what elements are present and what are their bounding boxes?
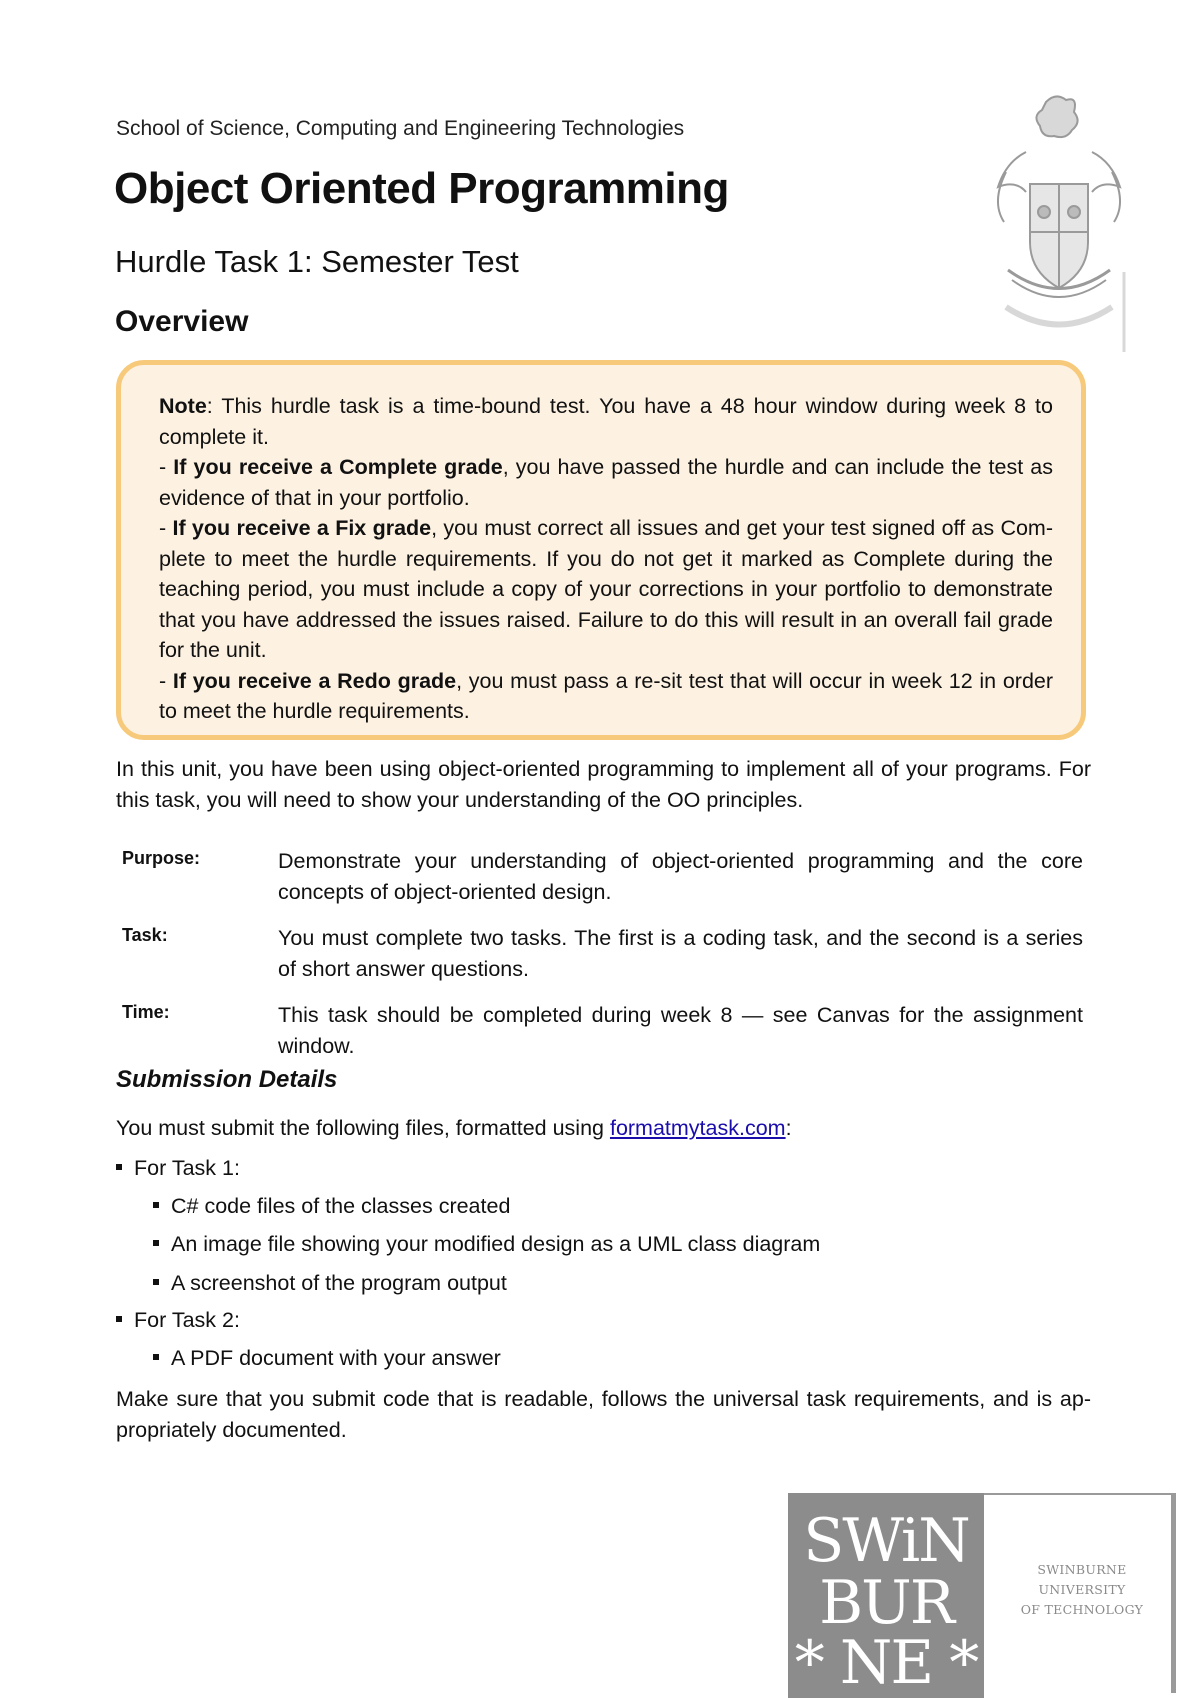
intro-paragraph: In this unit, you have been using object-oriented programming to implement all of your programs. For this task, you will need to show your understanding of the OO principles. [116, 757, 1091, 812]
meta-value: This task should be completed during week 8 — see Canvas for the assignment window. [278, 1003, 1083, 1058]
list-item [153, 1194, 510, 1219]
note-paragraph-fix [159, 513, 1053, 666]
list-item-task1 [116, 1156, 240, 1181]
note-label: Note [159, 394, 207, 418]
overview-heading: Overview [115, 305, 249, 338]
list-item [153, 1346, 501, 1371]
bullet-square-icon [153, 1202, 159, 1208]
bullet-square-icon [153, 1279, 159, 1285]
meta-value: Demonstrate your understanding of object-oriented programming and the core concepts of object-oriented design. [278, 849, 1083, 904]
meta-label: Task: [122, 925, 168, 945]
bullet-dash: - [159, 455, 174, 479]
list-item-label: A PDF document with your answer [171, 1346, 501, 1370]
meta-label: Purpose: [122, 848, 201, 868]
list-item-task2 [116, 1308, 240, 1333]
note-intro-text: : This hurdle task is a time-bound test. You have a 48 hour window during week 8 to complete it. [159, 394, 1053, 449]
note-fix-text: , you must correct all issues and get your test signed off as Com-plete to meet the hurdle requirements. If you do not get it marked as Complete during the teaching period, you must include a copy of your corrections in your portfolio to demonstrate that you have addressed the issues raised. Failure to do this will result in an overall fail grade for the unit. [159, 516, 1053, 662]
university-crest-icon [986, 92, 1132, 362]
swinburne-logo [788, 1493, 984, 1698]
formatmytask-link[interactable]: formatmytask.com [609, 1116, 786, 1140]
university-name [1002, 1560, 1162, 1620]
list-item-label: A screenshot of the program output [171, 1271, 507, 1295]
list-item-label: C# code files of the classes created [171, 1194, 511, 1218]
closing-paragraph: Make sure that you submit code that is readable, follows the universal task requirements, and is ap-propriately documented. [116, 1387, 1091, 1442]
note-redo-text: , you must pass a re-sit test that will occur in week 12 in order to meet the hurdle requirements. [159, 668, 1054, 723]
list-item-label: For Task 1: [134, 1156, 240, 1180]
submission-heading: Submission Details [116, 1066, 338, 1093]
bullet-square-icon [153, 1240, 159, 1246]
list-item [153, 1232, 820, 1257]
list-item [153, 1271, 507, 1296]
bullet-square-icon [116, 1316, 122, 1322]
university-name-line: OF TECHNOLOGY [1020, 1602, 1144, 1617]
bullet-square-icon [153, 1354, 159, 1360]
note-complete-label: If you receive a Complete grade [173, 455, 503, 479]
submission-intro [116, 1116, 792, 1141]
submission-intro-colon: : [785, 1116, 792, 1140]
note-box [116, 360, 1086, 740]
note-complete-text: , you have passed the hurdle and can include the test as evidence of that in your portfolio. [159, 455, 1053, 510]
submission-intro-text: You must submit the following files, formatted using [116, 1116, 610, 1140]
school-name: School of Science, Computing and Engineering Technologies [116, 117, 685, 140]
bullet-square-icon [116, 1164, 122, 1170]
logo-line: BUR [819, 1568, 953, 1638]
bullet-dash: - [159, 668, 173, 693]
meta-value: You must complete two tasks. The first is a coding task, and the second is a series of short answer questions. [278, 926, 1083, 981]
note-fix-label: If you receive a Fix grade [172, 516, 432, 540]
bullet-dash: - [159, 516, 173, 540]
logo-line: SWiN [803, 1506, 969, 1576]
note-paragraph-redo [159, 666, 1053, 727]
note-redo-label: If you receive a Redo grade [172, 668, 457, 693]
list-item-label: For Task 2: [134, 1308, 240, 1332]
university-name-line: SWINBURNE UNIVERSITY [1037, 1562, 1127, 1597]
logo-line: * NE * [794, 1628, 978, 1698]
note-paragraph-complete [159, 452, 1053, 513]
page-title: Object Oriented Programming [114, 164, 729, 213]
list-item-label: An image file showing your modified design as a UML class diagram [171, 1232, 821, 1256]
task-subtitle: Hurdle Task 1: Semester Test [115, 244, 519, 279]
meta-label: Time: [122, 1002, 170, 1022]
note-paragraph-intro [159, 391, 1053, 452]
